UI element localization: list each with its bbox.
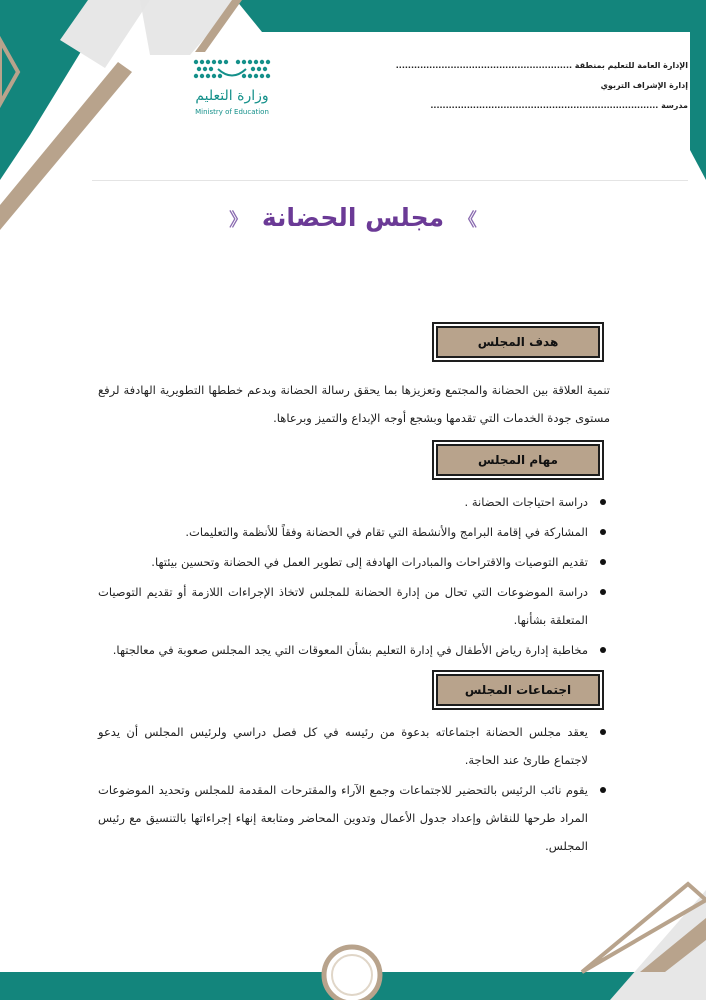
title-ornament-left: 《 bbox=[229, 210, 248, 231]
right-teal-strip bbox=[690, 32, 706, 180]
ministry-logo bbox=[188, 56, 288, 122]
page-title-text: مجلس الحضانة bbox=[261, 203, 445, 232]
list-item: دراسة احتياجات الحضانة . bbox=[98, 488, 608, 516]
logo-dots-icon bbox=[188, 56, 276, 84]
logo-arabic-text: وزارة التعليم bbox=[195, 88, 269, 104]
list-item: مخاطبة إدارة رياض الأطفال في إدارة التعليم بشأن المعوقات التي يجد المجلس صعوبة في معالجتها. bbox=[98, 636, 608, 664]
list-item: تقديم التوصيات والاقتراحات والمبادرات الهادفة إلى تطوير العمل في الحضانة وتحسين بيئتها. bbox=[98, 548, 608, 576]
page-title bbox=[0, 203, 706, 232]
list-item: يقوم نائب الرئيس بالتحضير للاجتماعات وجمع الآراء والمقترحات المقدمة للمجلس وتحديد الموضوعات المراد طرحها للنقاش وإعداد جدول الأعمال وتدوين المحاضر ومتابعة إنهاء إجراءاتها بالتنسيق مع رئيس المجلس. bbox=[98, 776, 608, 860]
top-right-gray-shape bbox=[140, 0, 238, 55]
bottom-circle-inner bbox=[332, 955, 372, 995]
header-school-line: مدرسة ........................................................................... bbox=[430, 101, 688, 110]
list-item: يعقد مجلس الحضانة اجتماعاته بدعوة من رئيسه في كل فصل دراسي ولرئيس المجلس أن يدعو لاجتماع طارئ عند الحاجة. bbox=[98, 718, 608, 774]
top-right-teal-shape bbox=[236, 0, 706, 32]
list-item: المشاركة في إقامة البرامج والأنشطة التي تقام في الحضانة وفقاً للأنظمة والتعليمات. bbox=[98, 518, 608, 546]
tasks-list bbox=[98, 488, 608, 666]
header-region-line: الإدارة العامة للتعليم بمنطقة .......................................................... bbox=[395, 61, 688, 70]
section-heading-meetings: اجتماعات المجلس bbox=[436, 674, 600, 706]
list-item: دراسة الموضوعات التي تحال من إدارة الحضانة للمجلس لاتخاذ الإجراءات اللازمة أو تقديم التوصيات المتعلقة بشأنها. bbox=[98, 578, 608, 634]
meetings-list bbox=[98, 718, 608, 862]
header-department-line: إدارة الإشراف التربوي bbox=[600, 81, 688, 90]
header-divider bbox=[92, 180, 688, 181]
goal-paragraph: تنمية العلاقة بين الحضانة والمجتمع وتعزيزها بما يحقق رسالة الحضانة وبدعم خططها التطويرية الهادفة لرفع مستوى جودة الخدمات التي تقدمها وبشجع أوجه الإبداع والتميز وبرعاها. bbox=[98, 383, 610, 425]
logo-english-text: Ministry of Education bbox=[195, 108, 269, 116]
header-block bbox=[395, 56, 688, 116]
section-heading-goal: هدف المجلس bbox=[436, 326, 600, 358]
title-ornament-right: 》 bbox=[458, 210, 477, 231]
section-heading-tasks: مهام المجلس bbox=[436, 444, 600, 476]
